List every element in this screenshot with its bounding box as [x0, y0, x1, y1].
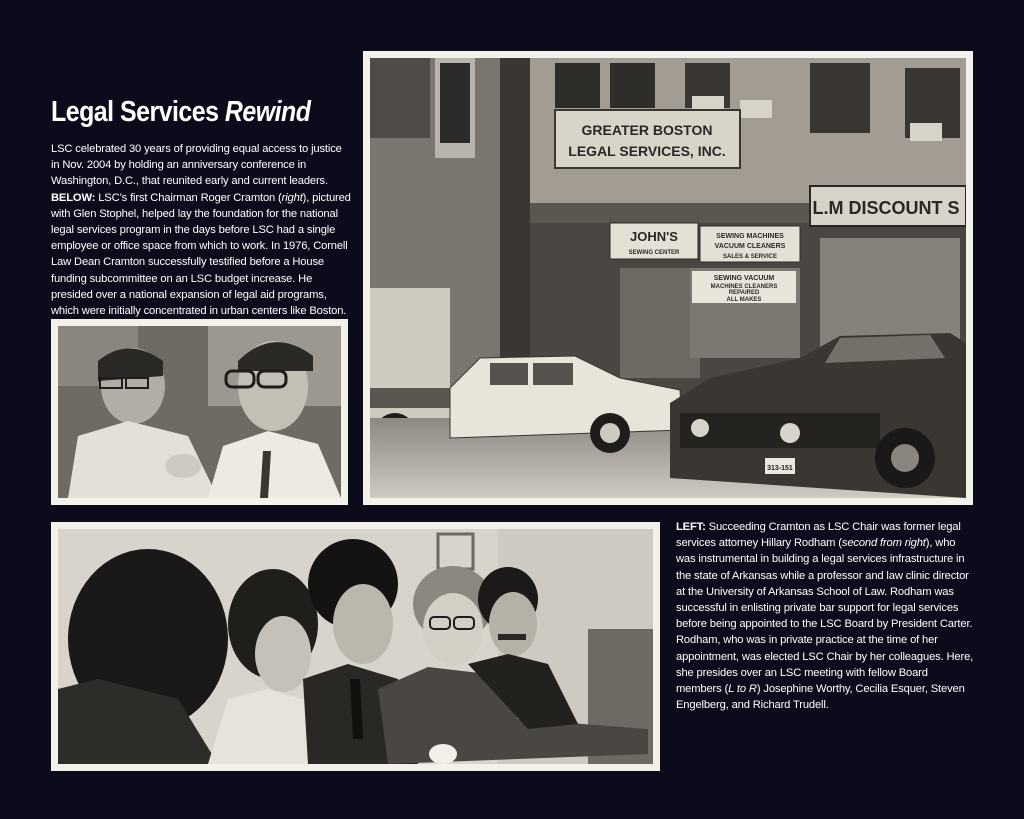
photo-cramton-stophel [51, 319, 348, 505]
sign-sewing-line3: SALES & SERVICE [723, 254, 777, 260]
sign-discount: L.M DISCOUNT S [812, 198, 960, 218]
sign-sewing-line1: SEWING MACHINES [716, 233, 784, 240]
caption-top: LSC celebrated 30 years of providing equal access to justice in Nov. 2004 by holding an anniversary conference in Washington, D.C., that reunited early and current leaders. BELOW: LSC’s first Chairman Roger Cramton (right), pictured with Glen Stophel, helped lay the foundation for the national legal services program in the days before LSC had a single employee or office space from which to work. In 1976, Cornell Law Dean Cramton successfully testified before a House funding subcommittee on an LSC budget increase. He presided over a national expansion of legal aid programs, which were initially concentrated in urban centers like Boston. [51, 143, 351, 318]
sign-sewing-line2: VACUUM CLEANERS [714, 243, 786, 250]
window-sign-line4: ALL MAKES [726, 297, 762, 303]
window-sign-line3: REPAIRED [728, 290, 760, 296]
window-sign-line1: SEWING VACUUM [713, 275, 775, 282]
photo-boston-storefront [363, 51, 973, 505]
sign-johns-line1: JOHN'S [630, 229, 678, 244]
sign-main-line2: LEGAL SERVICES, INC. [568, 143, 726, 159]
sign-main-line1: GREATER BOSTON [581, 122, 713, 138]
window-sign-line2: MACHINES CLEANERS [710, 284, 778, 290]
photo-rodham-board-meeting [51, 522, 660, 771]
page-title: Legal Services Rewind [51, 96, 311, 128]
sign-johns-line2: SEWING CENTER [628, 250, 680, 256]
caption-bottom: LEFT: Succeeding Cramton as LSC Chair was former legal services attorney Hillary Rodham (second from right), who was instrumental in building a legal services infrastructure in the state of Arkansas while a professor and law clinic director at the University of Arkansas School of Law. Rodham was successful in enlisting private bar support for legal services before being appointed to the LSC Board by President Carter. Rodham, who was in private practice at the time of her appointment, was elected LSC Chair by her colleagues. Here, she presides over an LSC meeting with fellow Board members (L to R) Josephine Worthy, Cecilia Esquer, Steven Engelberg, and Richard Trudell. [676, 521, 974, 712]
license-plate: 313-151 [767, 465, 793, 472]
